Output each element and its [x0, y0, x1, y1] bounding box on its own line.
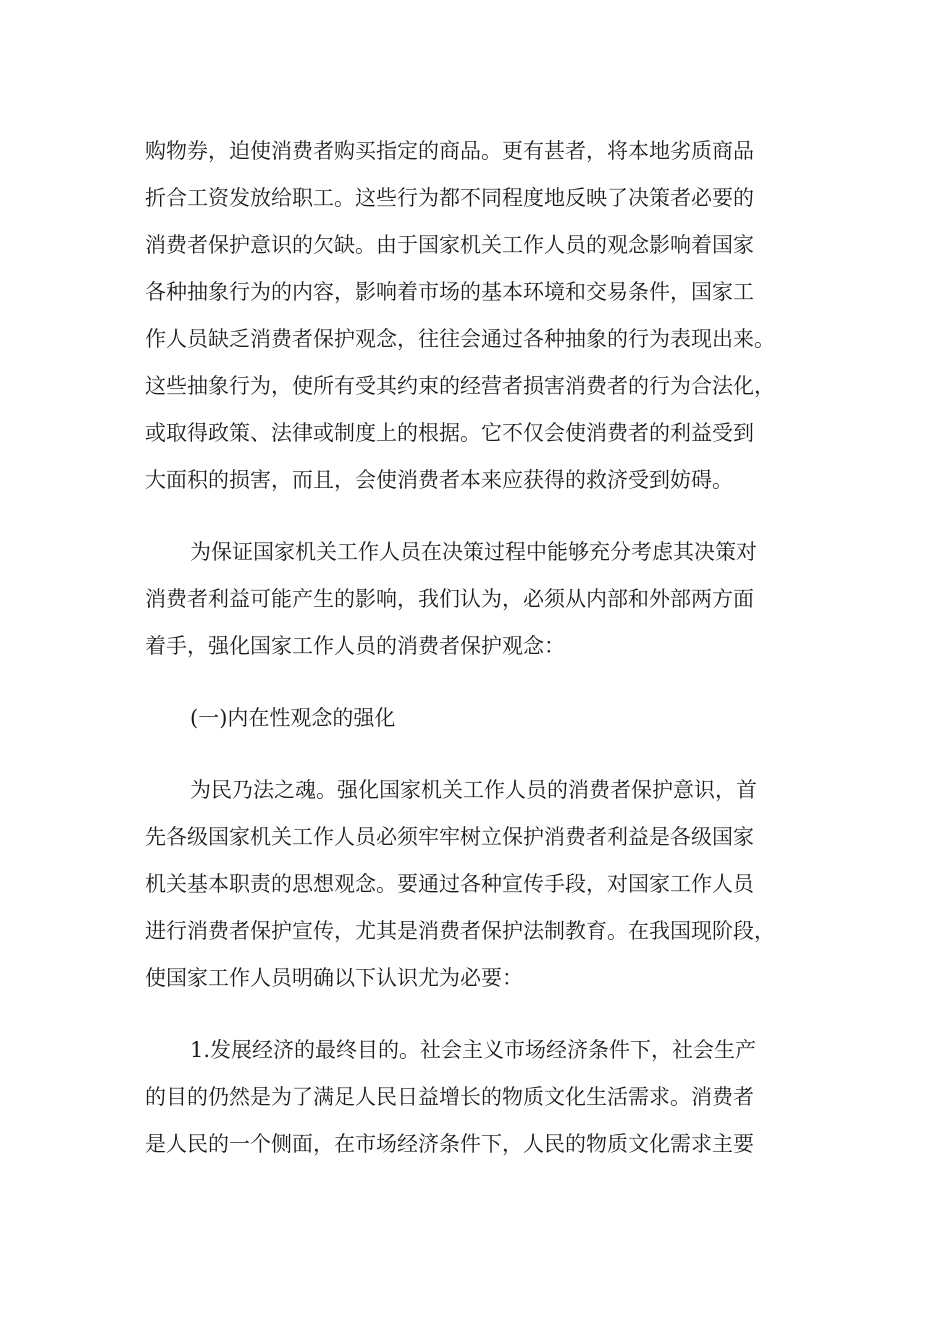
paragraph-4 — [145, 1027, 805, 1168]
text-line: 为保证国家机关工作人员在决策过程中能够充分考虑其决策对 — [190, 540, 757, 564]
text-line: 消费者保护意识的欠缺。由于国家机关工作人员的观念影响着国家 — [145, 233, 754, 257]
text-line: 机关基本职责的思想观念。要通过各种宣传手段，对国家工作人员 — [145, 872, 754, 896]
text-line: 折合工资发放给职工。这些行为都不同程度地反映了决策者必要的 — [145, 186, 754, 210]
paragraph-3 — [145, 767, 805, 1002]
section-heading — [145, 695, 805, 742]
text-line: 或取得政策、法律或制度上的根据。它不仅会使消费者的利益受到 — [145, 421, 754, 445]
text-line: 的目的仍然是为了满足人民日益增长的物质文化生活需求。消费者 — [145, 1085, 754, 1109]
paragraph-gap — [145, 742, 805, 767]
paragraph-gap — [145, 670, 805, 695]
text-line: 先各级国家机关工作人员必须牢牢树立保护消费者利益是各级国家 — [145, 825, 754, 849]
text-line: 着手，强化国家工作人员的消费者保护观念： — [145, 634, 565, 658]
text-line: 各种抽象行为的内容，影响着市场的基本环境和交易条件，国家工 — [145, 280, 754, 304]
paragraph-1 — [145, 128, 805, 504]
text-line: 是人民的一个侧面，在市场经济条件下，人民的物质文化需求主要 — [145, 1132, 754, 1156]
text-line: 购物券，迫使消费者购买指定的商品。更有甚者，将本地劣质商品 — [145, 139, 754, 163]
text-line: 为民乃法之魂。强化国家机关工作人员的消费者保护意识，首 — [190, 778, 757, 802]
text-line: 大面积的损害，而且，会使消费者本来应获得的救济受到妨碍。 — [145, 468, 733, 492]
heading-line: (一)内在性观念的强化 — [190, 706, 396, 730]
text-line: 这些抽象行为，使所有受其约束的经营者损害消费者的行为合法化， — [145, 374, 775, 398]
text-line: 进行消费者保护宣传，尤其是消费者保护法制教育。在我国现阶段， — [145, 919, 775, 943]
text-line: 使国家工作人员明确以下认识尤为必要： — [145, 966, 523, 990]
paragraph-2 — [145, 529, 805, 670]
text-line: 1.发展经济的最终目的。社会主义市场经济条件下，社会生产 — [190, 1038, 757, 1062]
paragraph-gap — [145, 1002, 805, 1027]
document-page — [145, 128, 805, 1168]
text-line: 消费者利益可能产生的影响，我们认为，必须从内部和外部两方面 — [145, 587, 754, 611]
paragraph-gap — [145, 504, 805, 529]
text-line: 作人员缺乏消费者保护观念，往往会通过各种抽象的行为表现出来。 — [145, 327, 775, 351]
